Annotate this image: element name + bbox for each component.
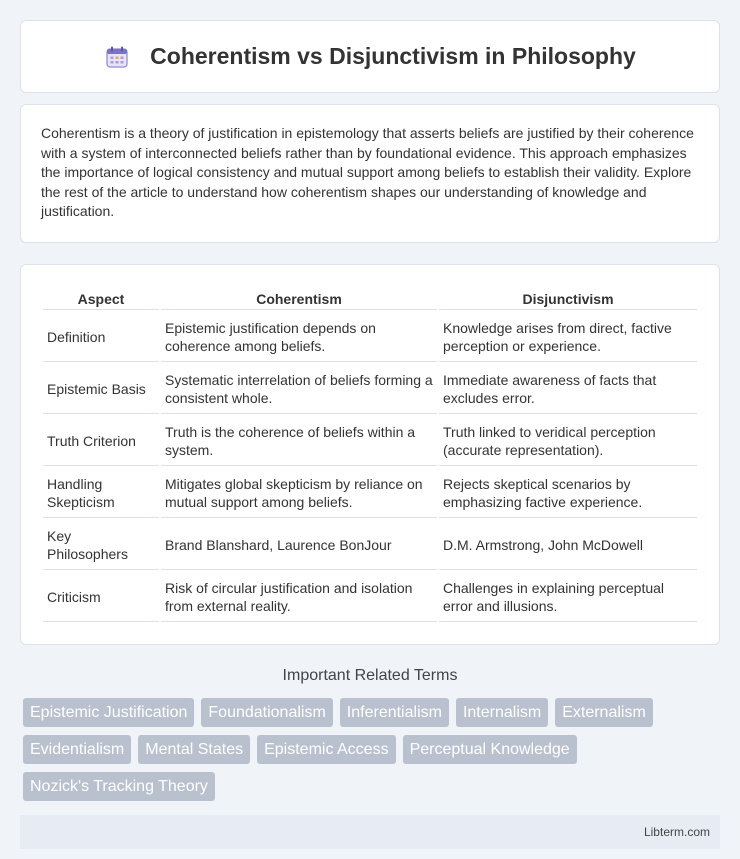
- header-coherentism: Coherentism: [161, 287, 437, 310]
- related-term-tag[interactable]: Evidentialism: [23, 735, 131, 764]
- cell-coherentism: Mitigates global skepticism by reliance on mutual support among beliefs.: [161, 468, 437, 518]
- related-term-tag[interactable]: Mental States: [138, 735, 250, 764]
- comparison-table: [41, 285, 699, 624]
- cell-disjunctivism: D.M. Armstrong, John McDowell: [439, 520, 697, 570]
- cell-aspect: Definition: [43, 312, 159, 362]
- footer-brand[interactable]: Libterm.com: [643, 824, 710, 839]
- table-row: [43, 312, 697, 362]
- cell-aspect: Key Philosophers: [43, 520, 159, 570]
- cell-coherentism: Epistemic justification depends on coherence among beliefs.: [161, 312, 437, 362]
- cell-disjunctivism: Immediate awareness of facts that excludes error.: [439, 364, 697, 414]
- table-row: [43, 416, 697, 466]
- related-term-tag[interactable]: Perceptual Knowledge: [403, 735, 577, 764]
- related-terms-list: [20, 698, 700, 801]
- table-row: [43, 364, 697, 414]
- cell-disjunctivism: Truth linked to veridical perception (accurate representation).: [439, 416, 697, 466]
- calendar-icon: [104, 44, 130, 70]
- cell-disjunctivism: Challenges in explaining perceptual error and illusions.: [439, 572, 697, 622]
- table-header-row: [43, 287, 697, 310]
- related-term-tag[interactable]: Epistemic Access: [257, 735, 395, 764]
- related-term-tag[interactable]: Inferentialism: [340, 698, 449, 727]
- title-card: [20, 20, 720, 93]
- intro-card: [20, 104, 720, 243]
- related-term-tag[interactable]: Internalism: [456, 698, 548, 727]
- cell-coherentism: Systematic interrelation of beliefs forming a consistent whole.: [161, 364, 437, 414]
- header-disjunctivism: Disjunctivism: [439, 287, 697, 310]
- related-term-tag[interactable]: Nozick's Tracking Theory: [23, 772, 215, 801]
- cell-disjunctivism: Knowledge arises from direct, factive perception or experience.: [439, 312, 697, 362]
- related-term-tag[interactable]: Foundationalism: [201, 698, 332, 727]
- footer: [20, 815, 720, 849]
- cell-coherentism: Truth is the coherence of beliefs within a system.: [161, 416, 437, 466]
- table-row: [43, 572, 697, 622]
- cell-aspect: Handling Skepticism: [43, 468, 159, 518]
- related-term-tag[interactable]: Externalism: [555, 698, 653, 727]
- table-row: [43, 468, 697, 518]
- cell-aspect: Epistemic Basis: [43, 364, 159, 414]
- cell-aspect: Truth Criterion: [43, 416, 159, 466]
- intro-text: Coherentism is a theory of justification in epistemology that asserts beliefs are justified by their coherence with a system of interconnected beliefs rather than by foundational evidence. This approach emphasizes the importance of logical consistency and mutual support among beliefs to establish their validity. Explore the rest of the article to understand how coherentism shapes our understanding of knowledge and justification.: [41, 125, 694, 220]
- cell-coherentism: Risk of circular justification and isolation from external reality.: [161, 572, 437, 622]
- table-row: [43, 520, 697, 570]
- cell-coherentism: Brand Blanshard, Laurence BonJour: [161, 520, 437, 570]
- page-title: Coherentism vs Disjunctivism in Philosophy: [150, 43, 636, 69]
- header-aspect: Aspect: [43, 287, 159, 310]
- related-terms-title: Important Related Terms: [282, 666, 458, 684]
- cell-aspect: Criticism: [43, 572, 159, 622]
- comparison-card: [20, 264, 720, 645]
- related-term-tag[interactable]: Epistemic Justification: [23, 698, 194, 727]
- cell-disjunctivism: Rejects skeptical scenarios by emphasizing factive experience.: [439, 468, 697, 518]
